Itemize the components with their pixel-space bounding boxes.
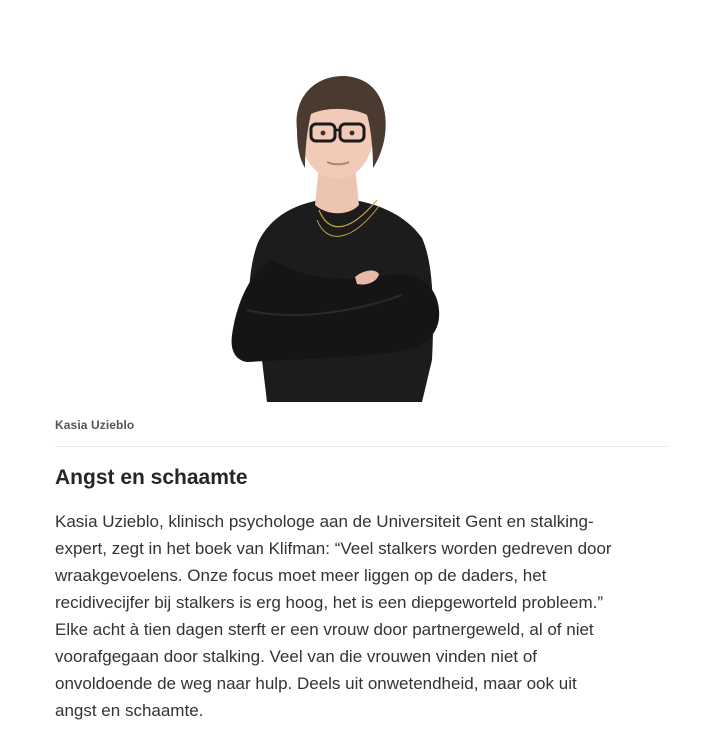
paragraph-line: recidivecijfer bij stalkers is erg hoog, het is een diepgeworteld probleem.” — [55, 593, 604, 612]
section-heading: Angst en schaamte — [55, 466, 248, 489]
paragraph-line: voorafgegaan door stalking. Veel van die vrouwen vinden niet of — [55, 647, 537, 666]
body-paragraph — [55, 508, 655, 724]
photo-caption: Kasia Uzieblo — [55, 418, 135, 432]
divider — [55, 446, 667, 447]
paragraph-line: Elke acht à tien dagen sterft er een vrouw door partnergeweld, al of niet — [55, 620, 594, 639]
paragraph-line: onvoldoende de weg naar hulp. Deels uit onwetendheid, maar ook uit — [55, 674, 577, 693]
paragraph-line: wraakgevoelens. Onze focus moet meer liggen op de daders, het — [55, 566, 547, 585]
paragraph-line: expert, zegt in het boek van Klifman: “Veel stalkers worden gedreven door — [55, 539, 612, 558]
paragraph-line: angst en schaamte. — [55, 701, 204, 720]
portrait-photo — [227, 70, 447, 402]
paragraph-line: Kasia Uzieblo, klinisch psychologe aan de Universiteit Gent en stalking- — [55, 512, 594, 531]
portrait-illustration — [227, 70, 447, 402]
